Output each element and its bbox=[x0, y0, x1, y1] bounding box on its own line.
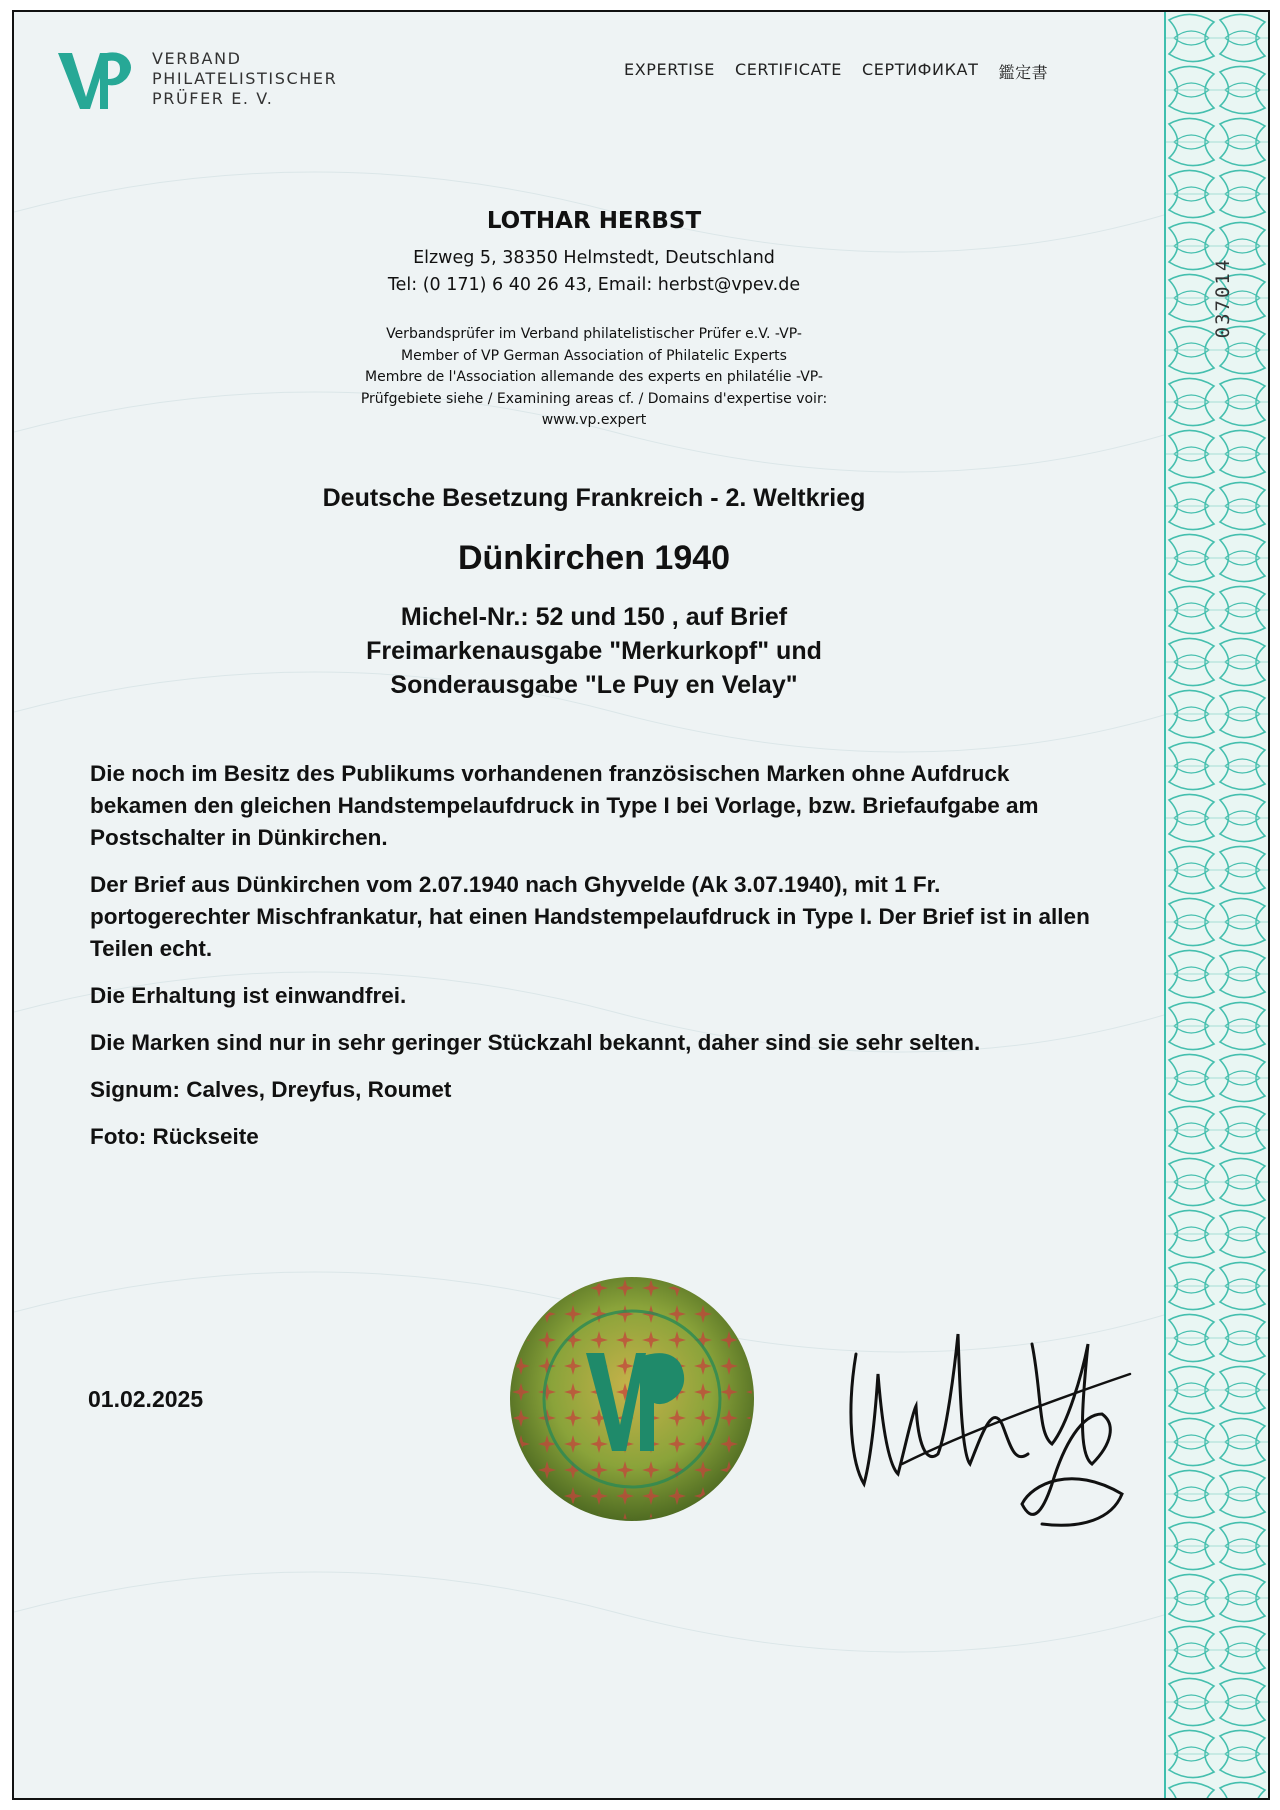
catalog-numbers: Michel-Nr.: 52 und 150 , auf Brief bbox=[400, 603, 788, 631]
handwritten-signature bbox=[842, 1314, 1132, 1534]
collecting-area: Deutsche Besetzung Frankreich - 2. Weltkrieg bbox=[322, 484, 866, 512]
signum-line: Signum: Calves, Dreyfus, Roumet bbox=[90, 1077, 452, 1102]
association-name-line: VERBAND bbox=[152, 49, 242, 68]
certificate-date: 01.02.2025 bbox=[88, 1386, 204, 1412]
body-paragraph: Die Erhaltung ist einwandfrei. bbox=[90, 983, 407, 1008]
certificate-body bbox=[90, 758, 1100, 1168]
certificate-word: 鑑定書 bbox=[998, 63, 1049, 82]
association-logo bbox=[56, 45, 337, 115]
expert-name: LOTHAR HERBST bbox=[486, 208, 702, 234]
membership-line: Verbandsprüfer im Verband philatelistischer Prüfer e.V. -VP- bbox=[386, 326, 802, 342]
security-border bbox=[1164, 12, 1268, 1798]
certificate-title-languages bbox=[624, 60, 1048, 83]
certificate-word: СЕРТИФИКАТ bbox=[861, 60, 979, 79]
association-name-line: PRÜFER E. V. bbox=[152, 89, 274, 108]
body-paragraph: Die noch im Besitz des Publikums vorhandenen französischen Marken ohne Aufdruck bekamen den gleichen Handstempelaufdruck in Type I bei Vorlage, bzw. Briefaufgabe am Postschalter in Dünkirchen. bbox=[90, 761, 1039, 850]
body-paragraph: Der Brief aus Dünkirchen vom 2.07.1940 nach Ghyvelde (Ak 3.07.1940), mit 1 Fr. portogerechter Mischfrankatur, hat einen Handstempelaufdruck in Type I. Der Brief ist in allen Teilen echt. bbox=[90, 872, 1090, 961]
certificate-page bbox=[12, 10, 1270, 1800]
membership-statement bbox=[14, 324, 1174, 432]
vp-logo-icon bbox=[56, 45, 136, 115]
issue-description: Sonderausgabe "Le Puy en Velay" bbox=[390, 671, 798, 699]
stamp-details bbox=[14, 600, 1174, 702]
photo-line: Foto: Rückseite bbox=[90, 1124, 259, 1149]
body-paragraph: Die Marken sind nur in sehr geringer Stückzahl bekannt, daher sind sie sehr selten. bbox=[90, 1030, 981, 1055]
expert-address bbox=[14, 245, 1174, 299]
certificate-word: EXPERTISE bbox=[624, 60, 715, 79]
association-name bbox=[152, 49, 337, 109]
association-name-line: PHILATELISTISCHER bbox=[152, 69, 338, 88]
address-line: Elzweg 5, 38350 Helmstedt, Deutschland bbox=[413, 248, 775, 268]
hologram-seal-icon bbox=[508, 1275, 756, 1523]
issue-title: Dünkirchen 1940 bbox=[457, 539, 731, 577]
certificate-word: CERTIFICATE bbox=[734, 60, 842, 79]
membership-line: Membre de l'Association allemande des experts en philatélie -VP- bbox=[365, 369, 823, 385]
serial-number: 037014 bbox=[1212, 257, 1234, 339]
contact-line: Tel: (0 171) 6 40 26 43, Email: herbst@vpev.de bbox=[387, 275, 801, 295]
membership-line: Prüfgebiete siehe / Examining areas cf. / Domains d'expertise voir: bbox=[360, 390, 828, 407]
membership-line: Member of VP German Association of Philatelic Experts bbox=[401, 347, 787, 364]
website-link[interactable]: www.vp.expert bbox=[541, 412, 647, 428]
issue-description: Freimarkenausgabe "Merkurkopf" und bbox=[366, 637, 822, 665]
